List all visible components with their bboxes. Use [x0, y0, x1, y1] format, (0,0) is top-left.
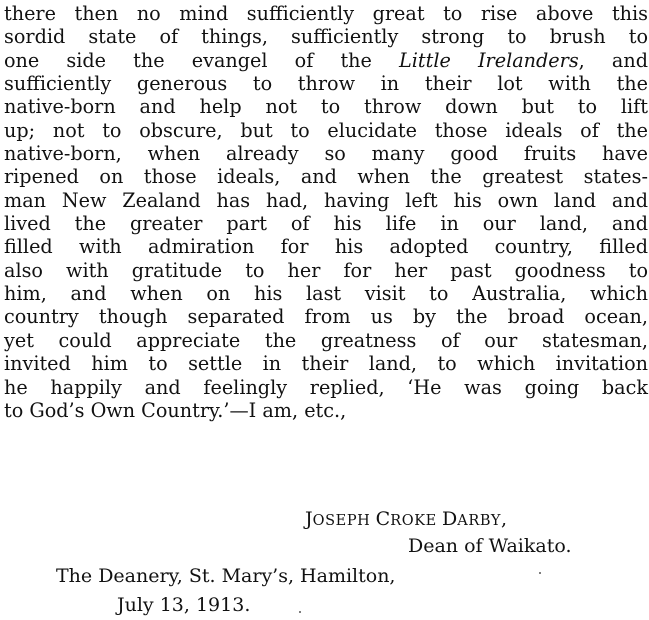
sender-address: The Deanery, St. Mary’s, Hamilton,	[56, 565, 396, 587]
letter-date: July 13, 1913.	[117, 594, 251, 616]
body-line: man New Zealand has had, having left his own land and	[4, 188, 648, 212]
letter-body	[4, 2, 648, 422]
body-line-tail: , and	[578, 48, 648, 72]
print-speck	[299, 611, 301, 613]
signature-name: JOSEPH CROKE DARBY,	[305, 508, 508, 530]
body-line-with-italic	[4, 49, 648, 72]
body-line: also with gratitude to her for her past goodness to	[4, 258, 648, 282]
print-speck	[539, 572, 541, 574]
body-line-start: one side the evangel of the	[4, 48, 400, 72]
body-line: filled with admiration for his adopted country, filled	[4, 235, 648, 259]
body-line: lived the greater part of his life in our land, and	[4, 212, 648, 236]
body-line: native-born, when already so many good fruits have	[4, 142, 648, 166]
body-line: up; not to obscure, but to elucidate those ideals of the	[4, 118, 648, 142]
body-line-closing: to God’s Own Country.’—I am, etc.,	[4, 398, 347, 422]
body-line: invited him to settle in their land, to which invitation	[4, 352, 648, 376]
signature-title: Dean of Waikato.	[408, 535, 572, 557]
body-line: there then no mind sufficiently great to rise above this	[4, 2, 648, 25]
body-line: him, and when on his last visit to Australia, which	[4, 282, 648, 306]
body-line: ripened on those ideals, and when the greatest states-	[4, 165, 648, 189]
body-line: sufficiently generous to throw in their lot with the	[4, 72, 648, 96]
body-line: yet could appreciate the greatness of our statesman,	[4, 328, 648, 352]
body-line: sordid state of things, sufficiently strong to brush to	[4, 25, 648, 49]
body-line: he happily and feelingly replied, ‘He was going back	[4, 375, 648, 399]
italic-phrase: Little Irelanders	[399, 48, 579, 72]
body-line: country though separated from us by the broad ocean,	[4, 305, 648, 329]
body-line: native-born and help not to throw down but to lift	[4, 95, 648, 119]
